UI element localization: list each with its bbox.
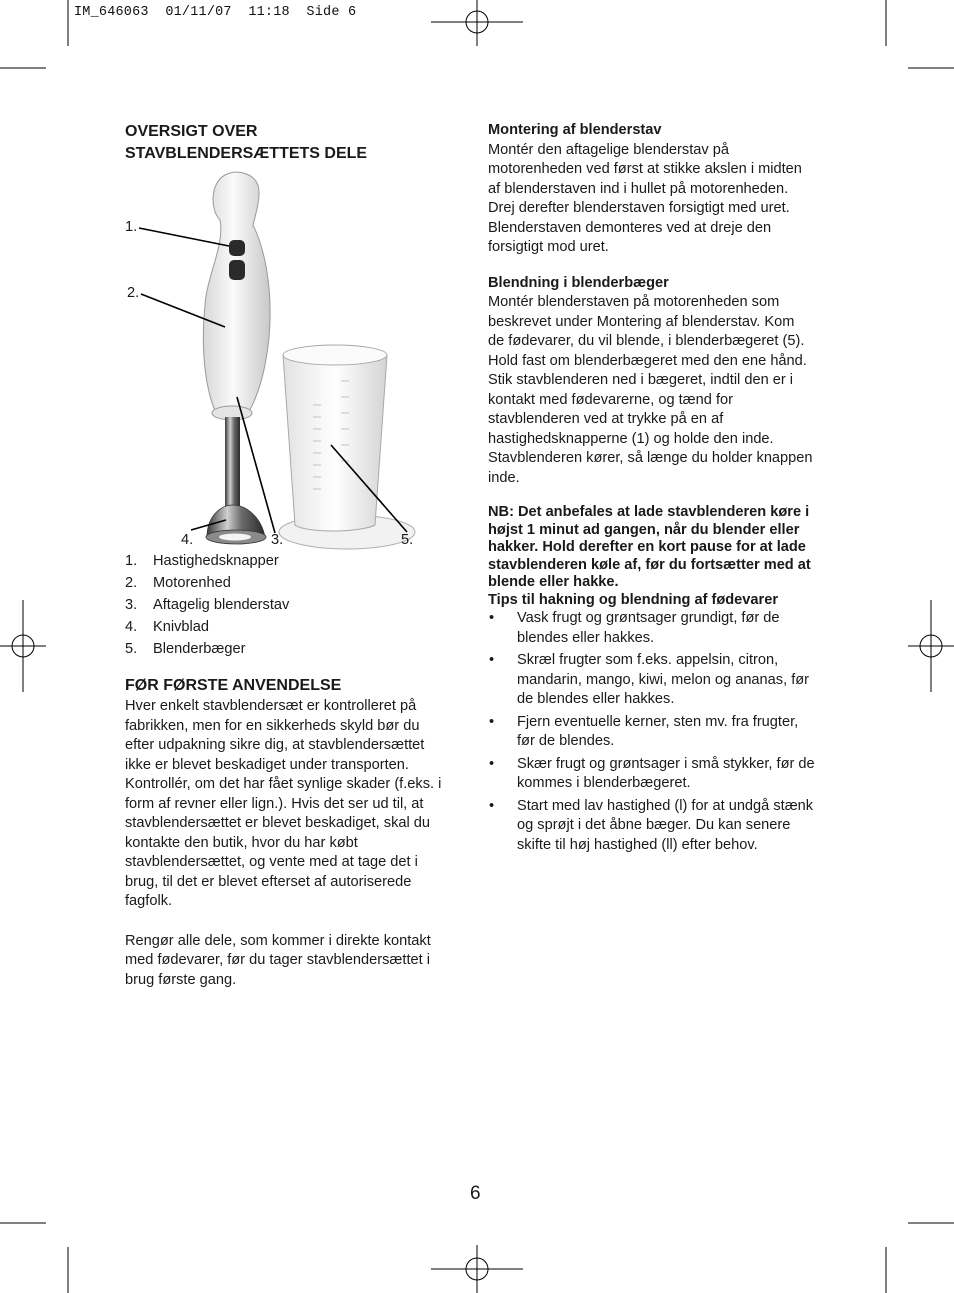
- overview-heading: OVERSIGT OVER STAVBLENDERSÆTTETS DELE: [125, 123, 368, 162]
- list-item: 4. Knivblad: [125, 619, 209, 635]
- mount-heading: Montering af blenderstav: [488, 122, 662, 138]
- first-use-paragraph: Hver enkelt stavblendersæt er kontrolleret på fabrikken, men for en sikkerheds skyld bør du efter udpakning sikre dig, at stavblendersættet ikke er blevet beskadiget under transporten. Kontrollér, om det har fået synlige skader (f.eks. i form af revner eller lign.). Hvis det ser ud til, at stavblendersættet er blevet beskadiget, skal du kontakte den butik, hvor du har købt stavblendersættet, og vente med at tage det i brug, til det er blevet efterset af autoriserede fagfolk.: [125, 698, 442, 909]
- registration-mark-top: [431, 0, 523, 46]
- right-column: [488, 121, 833, 857]
- blend-paragraph: Montér blenderstaven på motorenheden som beskrevet under Montering af blenderstav. Kom de fødevarer, du vil blende, i blenderbægeret (5). Hold fast om blenderbægeret med den ene hånd. Stik stavblenderen ned i bægeret, indtil den er i kontakt med fødevarerne, og tænd for stavblenderen ved at trykke på en af hastighedsknapperne (1) og holde den inde. Stavblenderen kører, så længe du holder knappen inde.: [488, 294, 813, 486]
- list-item: • Vask frugt og grøntsager grundigt, før de blendes eller hakkes.: [489, 610, 780, 646]
- callout-5: 5.: [401, 532, 414, 548]
- registration-mark-bottom: [431, 1245, 523, 1293]
- list-item: • Skær frugt og grøntsager i små stykker, før de kommes i blenderbægeret.: [489, 755, 815, 791]
- registration-mark-left: [0, 600, 46, 692]
- tips-heading: Tips til hakning og blendning af fødevarer: [488, 591, 779, 608]
- list-item: • Fjern eventuelle kerner, sten mv. fra frugter, før de blendes.: [489, 713, 799, 749]
- blender-figure: [125, 165, 425, 550]
- registration-mark-right: [908, 600, 954, 692]
- mount-paragraph: Montér den aftagelige blenderstav på motorenheden ved først at stikke akslen i midten af blenderstaven ind i hullet på motorenheden. Drej derefter blenderstaven forsigtigt med uret. Blenderstaven demonteres ved at dreje den forsigtigt mod uret.: [488, 141, 802, 255]
- list-item: 2. Motorenhed: [125, 575, 231, 591]
- left-column: [125, 121, 460, 990]
- callout-3: 3.: [271, 532, 284, 548]
- page-number: 6: [470, 1183, 481, 1204]
- printer-slug: IM_646063 01/11/07 11:18 Side 6: [74, 5, 357, 20]
- tips-list: [488, 609, 833, 855]
- callout-2: 2.: [127, 285, 140, 301]
- nb-note: NB: Det anbefales at lade stavblenderen køre i højst 1 minut ad gangen, når du blender eller hakker. Hold derefter en kort pause for at lade stavblenderen køle af, før du fortsætter med at blende eller hakke.: [488, 504, 811, 590]
- callout-1: 1.: [125, 219, 138, 235]
- callout-4: 4.: [181, 532, 194, 548]
- cleaning-paragraph: Rengør alle dele, som kommer i direkte kontakt med fødevarer, før du tager stavblendersættet i brug første gang.: [125, 932, 431, 988]
- first-use-heading: FØR FØRSTE ANVENDELSE: [125, 677, 342, 694]
- blender-illustration: [125, 165, 425, 555]
- list-item: • Skræl frugter som f.eks. appelsin, citron, mandarin, mango, kiwi, melon og ananas, før de blendes eller hakkes.: [489, 652, 810, 707]
- list-item: 1. Hastighedsknapper: [125, 553, 279, 569]
- list-item: 3. Aftagelig blenderstav: [125, 597, 290, 613]
- blend-heading: Blendning i blenderbæger: [488, 274, 669, 291]
- list-item: 5. Blenderbæger: [125, 641, 246, 657]
- parts-list: [125, 550, 460, 660]
- list-item: • Start med lav hastighed (l) for at undgå stænk og sprøjt i det åbne bæger. Du kan senere skifte til høj hastighed (ll) efter behov.: [489, 797, 814, 853]
